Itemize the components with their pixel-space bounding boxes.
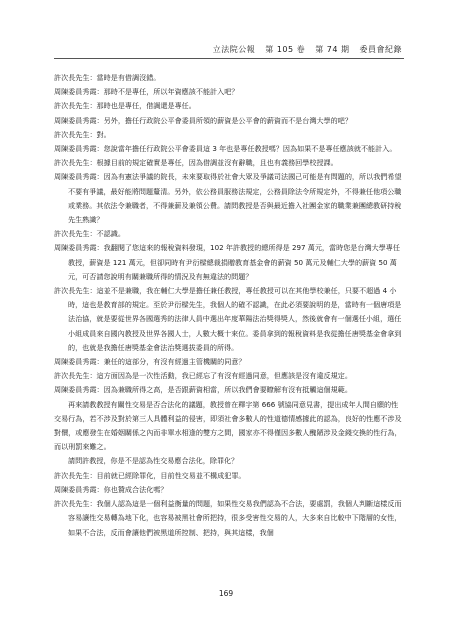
header-section: 委員會紀錄: [359, 45, 402, 54]
header-rule: [54, 58, 404, 59]
header-publication: 立法院公報: [212, 45, 256, 54]
transcript-paragraph: 許次長先生：這並不是兼職，我在輔仁大學是擔任兼任教授，專任教授可以在其他學校兼任，只要不超過 4 小時，這也是教育部的規定。至於尹衍樑先生，我個人的確不認識，在此必須要說明的是，當時有一個唐項是法治協，就是要從世界各國選秀的法律人員中選出年度華陽法治獎得獎人，然後就會有一個選任小組，選任小組成員來自國內教授及世界各國人士，人數大概十來位。委員拿到的報稅資料是我從擔任唐獎基金會拿到的，也就是我擔任唐獎基金會法治獎選拔委員的所得。: [54, 286, 402, 352]
transcript-paragraph: 許次長先生：不認識。: [54, 229, 125, 239]
transcript-paragraph: 請問許教授，你是不是認為性交易應合法化，除罪化？: [68, 456, 239, 466]
transcript-paragraph: 周陳委員秀霞：我翻閱了您這來的報稅資料發現，102 年許教授的總所得是 297 萬元，當時您是台灣大學專任教授，薪資是 121 萬元，但卻同時有尹衍樑總裁捐贈教育基金會的薪資 50 萬元及輔仁大學的薪資 50 萬元，可否請您說明有關兼職所得的情況及有無違法的問題？: [54, 243, 400, 281]
transcript-paragraph: 周陳委員秀霞：你也贊成合法化嗎？: [54, 484, 168, 494]
page-number: 169: [218, 589, 234, 598]
transcript-paragraph: 周陳委員秀霞：因為兼職所得之高，是否跟薪資相當，所以我們會要瞭解有沒有抵觸這個規範。: [54, 385, 352, 395]
transcript-paragraph: 周陳委員秀霞：另外，擔任行政院公平會委員所領的薪資是公平會的薪資而不是台灣大學的吧？: [54, 115, 352, 125]
page-header: [206, 44, 402, 55]
transcript-paragraph: 再來請教教授有關性交易是否合法化的議題，教授曾在釋字第 666 號協同意見書，提出成年人間自願的性交易行為，若不涉及對於第三人具體利益的侵害，即須社會多數人的性道德情感據此的認為，良好的性應不涉及對價，或應發生在婚姻關係之內而非單水相逢的雙方之間，國家亦不得僅因多數人醜陋涉及金錢交換的性行為，而以刑罰來難之。: [54, 399, 402, 452]
transcript-paragraph: 許次長先生：當時是有借調沒錯。: [54, 73, 161, 82]
header-issue: 第 74 期: [315, 45, 350, 54]
transcript-body: [54, 71, 404, 540]
transcript-paragraph: 許次長先生：我個人認為這是一個利益衡量的問題，如果性交易我們認為不合法，要處罰，我個人判斷這樣反而容易讓性交易轉為地下化，也容易被黑社會所把持，很多受害性交易的人，大多來自比較中下階層的女性，如果不合法，反而會讓他們被黑道所控制、把持，與其這樣，我個: [54, 499, 402, 537]
transcript-paragraph: 周陳委員秀霞：您說當年擔任行政院公平會委員這 3 年也是專任教授嗎？因為如果不是專任應該就不能計入。: [54, 144, 397, 154]
transcript-paragraph: 許次長先生：對。: [54, 129, 111, 139]
transcript-paragraph: 許次長先生：這方面因為是一次性活動，我已經忘了有沒有經過同意，但應該是沒有違反規定。: [54, 371, 352, 381]
transcript-paragraph: 周陳委員秀霞：那時不是專任，所以年資應該不能計入吧？: [54, 87, 239, 97]
header-volume: 第 105 卷: [265, 45, 306, 54]
transcript-paragraph: 許次長先生：根據目前的規定確實是專任，因為借調並沒有辭職，且也有義務回學校授課。: [54, 158, 338, 168]
transcript-paragraph: 周陳委員秀霞：兼任的這部分，有沒有經過主管機關的同意？: [54, 357, 246, 367]
transcript-paragraph: 許次長先生：目前就已經除罪化，目前性交易並不構成犯罪。: [54, 470, 246, 480]
transcript-paragraph: 周陳委員秀霞：因為有憲法爭議的院長，未來要取得於社會大眾及爭議司法國己可能是有問題的，所以我們希望不要有爭議，最好能將問題釐清。另外，依公務員服務法規定，公務員除法令所規定外，不得兼任他項公職或業務。其依法令兼職者，不得兼薪及兼領公費。請問教授是否與最近擔入社團金家的職業兼團總教研持稅先生熟識？: [54, 172, 402, 225]
transcript-paragraph: 許次長先生：那時也是專任，借調還是專任。: [54, 101, 196, 111]
